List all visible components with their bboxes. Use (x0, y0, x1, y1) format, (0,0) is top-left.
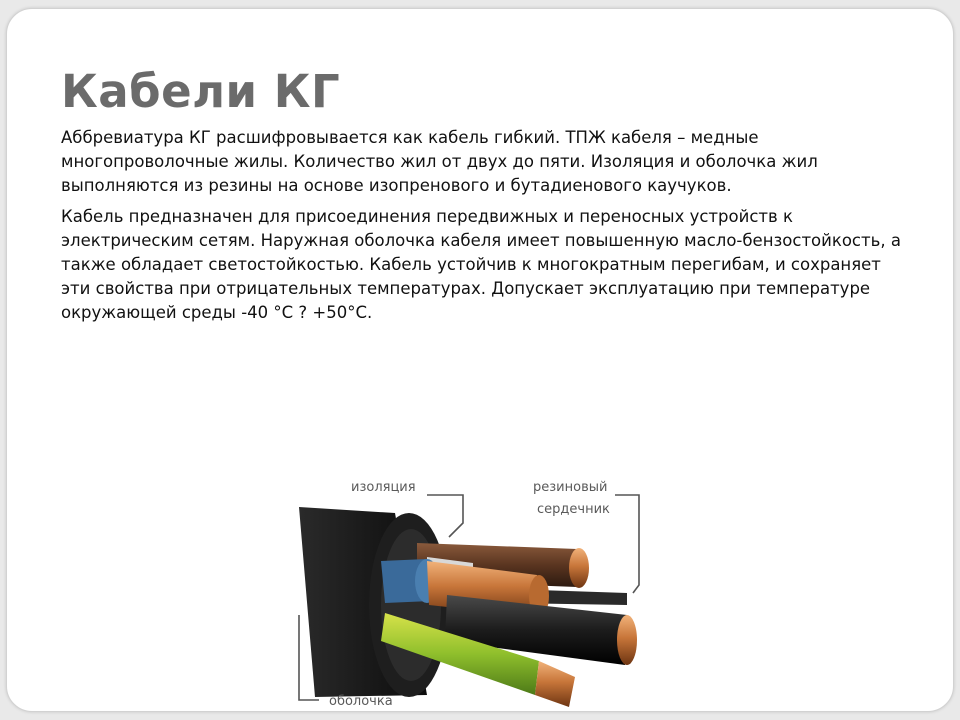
paragraph-description: Аббревиатура КГ расшифровывается как кабель гибкий. ТПЖ кабеля – медные многопроволочные жилы. Количество жил от двух до пяти. Изоляция и оболочка жил выполняются из резины на основе изопренового и бутадиенового каучуков. (61, 128, 818, 195)
cable-illustration (277, 465, 677, 712)
label-core-line1: резиновый (533, 480, 608, 495)
label-core-line2: сердечник (537, 502, 610, 517)
slide-title: Кабели КГ (61, 65, 341, 118)
cable-diagram (277, 465, 677, 712)
label-insulation: изоляция (351, 480, 416, 495)
slide (6, 8, 954, 712)
paragraph-application: Кабель предназначен для присоединения передвижных и переносных устройств к электрическим сетям. Наружная оболочка кабеля имеет повышенную масло-бензостойкость, а также обладает светостойкостью. Кабель устойчив к многократным перегибам, и сохраняет эти свойства при отрицательных температурах. Допускает эксплуатацию при температуре окружающей среды -40 °С ? +50°С. (61, 207, 901, 322)
label-sheath: оболочка (329, 694, 393, 709)
